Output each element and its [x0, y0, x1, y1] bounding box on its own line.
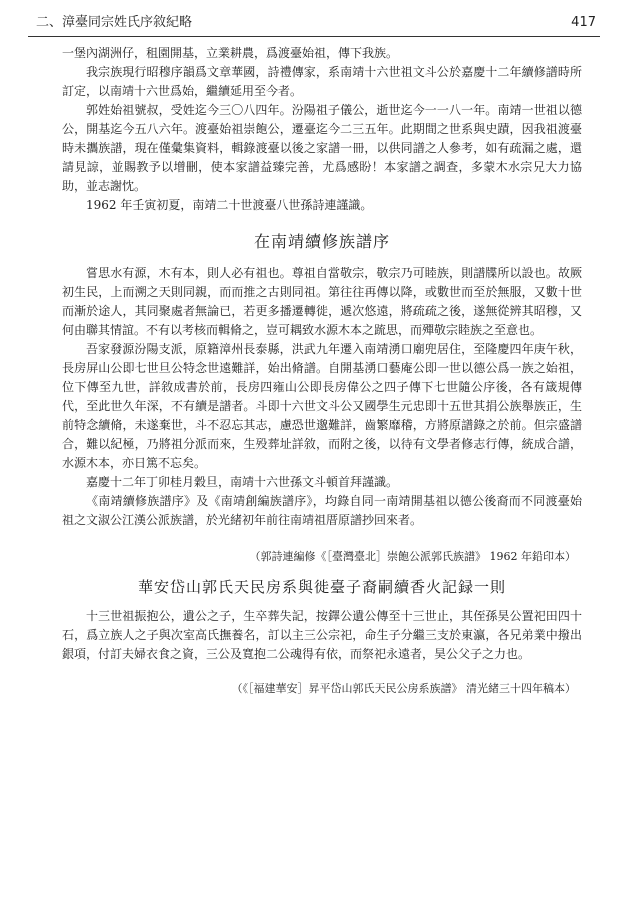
- note-paragraph: 《南靖續修族譜序》及《南靖創編族譜序》，均錄自同一南靖開基祖以德公後裔而不同渡臺始祖之文淑公江漢公派族譜，於光緒初年前往南靖祖厝原譜抄回來者。: [62, 494, 582, 527]
- source-citation: （《［福建華安］昇平岱山郭氏天民公房系族譜》 清光緒三十四年稿本）: [231, 682, 576, 695]
- paragraph: 嘗思水有源，木有本，則人必有祖也。尊祖自當敬宗，敬宗乃可睦族，則譜牒所以設也。故厥初生民，上而溯之天則同親，而而推之古則同祖。第往往再傳以降，或數世而至於無服，又數十世而漸於途人，其同聚處者無論已，若更多播遷轉徙，遞次悠遠，將疏疏之後，遂無從辨其昭穆，又何由聯其情誼。不有以考核而輯脩之，豈可耦致水源木本之䟽思，而殫敬宗睦族之至意也。: [62, 266, 582, 337]
- page-number: 417: [571, 15, 596, 30]
- section-3: [62, 607, 582, 698]
- signature-line: 1962 年壬寅初夏，南靖二十世渡臺八世孫詩連謹識。: [86, 198, 373, 212]
- page-body: [62, 44, 582, 698]
- running-header: [28, 12, 600, 37]
- signature-line: 嘉慶十二年丁卯桂月穀旦，南靖十六世孫文斗頓首拜謹識。: [86, 475, 399, 489]
- paragraph: 我宗族現行昭穆序韻爲文章華國，詩禮傳家，系南靖十六世祖文斗公於嘉慶十二年續修譜時所訂定，以南靖十六世爲始，繼續延用至今者。: [62, 65, 582, 98]
- paragraph: 郭姓始祖號叔，受姓迄今三〇八四年。汾陽祖子儀公，逝世迄今一一八一年。南靖一世祖以德公，開基迄今五八六年。渡臺始祖崇飽公，遷臺迄今二三五年。此期間之世系與史蹟，因我祖渡臺時未攜族譜，現在僅彙集資料，輯錄渡臺以後之家譜一冊，以供同譜之人參考，如有疏漏之處，還請見諒，並賜教予以增刪，使本家譜益臻完善，尤爲感盼！本家譜之調查，多蒙木水宗兄大力協助，並志謝忱。: [62, 103, 582, 193]
- paragraph: 吾家發源汾陽支派，原籍漳州長泰縣，洪武九年遷入南靖湧口廟兜居住，至隆慶四年庚午秋，長房屏山公即七世旦公特念世遠難詳，始出脩譜。自開基湧口藝庵公即一世以德公爲一族之始祖，位下傳至九世，詳敘成書於前，長房四雍山公即長房偉公之四子傳下七世隨公序後，各有箴規傳代，至此世久年深，不有續是譜者。斗即十六世文斗公又國學生元忠即十五世其捐公族舉族正，生前特念續脩，未遂棄世，斗不忍忘其志，慮恐世邈難詳，齒繁靡稽，方將原譜錄之於前。但宗盛譜合，難以紀極，乃將祖分派而來，生殁葬址詳敘，而附之後，以待有文學者修志行傳，統成合譜，水源木本，亦日篤不忘矣。: [62, 342, 582, 470]
- section-2: [62, 264, 582, 566]
- chapter-title: 二、漳臺同宗姓氏序敘紀略: [36, 15, 193, 30]
- section-title: 在南靖續修族譜序: [253, 232, 390, 251]
- paragraph: 十三世祖振抱公，遺公之子，生卒葬失記，按鐸公遺公傳至十三世止，其侄孫昊公置祀田四十石，爲立族人之子與次室高氏撫養名，訂以主三公宗祀，命生子分繼三支於東瀛，各兄弟業中撥出銀項，付訂夫婦衣食之資，三公及寬抱二公魂得有依，而祭祀永遠者，昊公父子之力也。: [62, 609, 582, 661]
- paragraph: 一堡內湖洲仔，租園開基，立業耕農，爲渡臺始祖，傳下我族。: [62, 46, 399, 60]
- source-citation: （郭詩連編修《［臺灣臺北］崇飽公派郭氏族譜》 1962 年鉛印本）: [249, 550, 576, 563]
- section-1: [62, 44, 582, 215]
- section-title: 華安岱山郭氏天民房系與徙臺子裔嗣續香火記録一則: [137, 578, 506, 596]
